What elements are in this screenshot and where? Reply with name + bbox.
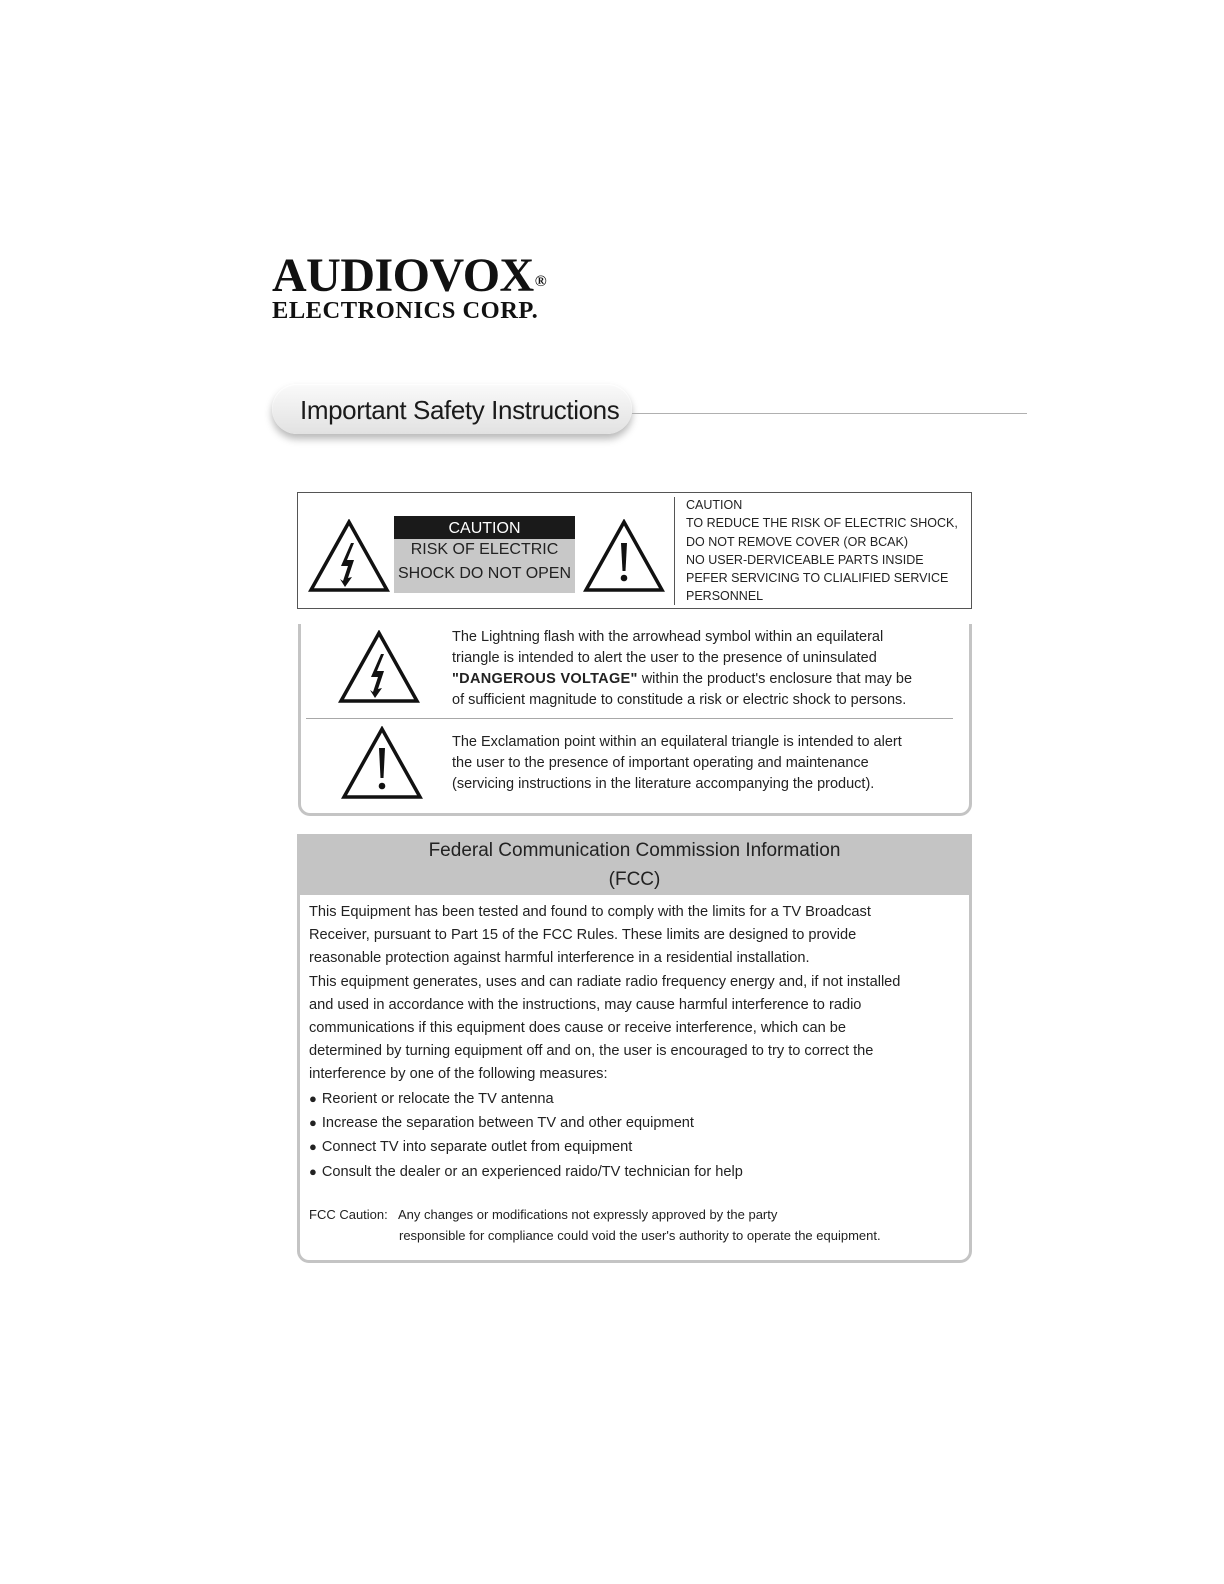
fcc-caution-line: responsible for compliance could void the user's authority to operate the equipment.: [399, 1228, 881, 1243]
fcc-caution-text: [398, 1204, 881, 1246]
exclamation-text-line: (servicing instructions in the literature accompanying the product).: [452, 776, 875, 792]
caution-text-line: PERSONNEL: [686, 589, 764, 604]
lightning-text-line: [452, 669, 912, 690]
company-logo: [272, 249, 572, 324]
section-title-rule: [632, 413, 1027, 414]
fcc-measures-list: [309, 1087, 743, 1184]
lightning-text-line: triangle is intended to alert the user to the presence of uninsulated: [452, 650, 877, 666]
lightning-text-rest: within the product's enclosure that may be: [637, 671, 913, 687]
fcc-body-line: This equipment generates, uses and can radiate radio frequency energy and, if not installed: [309, 973, 901, 990]
fcc-body-line: Receiver, pursuant to Part 15 of the FCC Rules. These limits are designed to provide: [309, 927, 857, 944]
registered-mark: ®: [534, 273, 547, 290]
caution-label-header: CAUTION: [394, 516, 575, 539]
caution-text-line: NO USER-DERVICEABLE PARTS INSIDE: [686, 552, 924, 567]
caution-label-line1: RISK OF ELECTRIC: [410, 541, 559, 558]
fcc-body-line: interference by one of the following measures:: [309, 1066, 608, 1083]
caution-text-line: TO REDUCE THE RISK OF ELECTRIC SHOCK,: [686, 516, 958, 531]
caution-text-line: PEFER SERVICING TO CLIALIFIED SERVICE: [686, 571, 949, 586]
fcc-body-line: reasonable protection against harmful interference in a residential installation.: [309, 950, 810, 967]
exclamation-text-line: the user to the presence of important operating and maintenance: [452, 755, 869, 771]
fcc-body-line: communications if this equipment does cause or receive interference, which can be: [309, 1020, 847, 1037]
lightning-text-line: of sufficient magnitude to constitude a risk or electric shock to persons.: [452, 692, 907, 708]
lightning-text-line: The Lightning flash with the arrowhead symbol within an equilateral: [452, 629, 884, 645]
exclamation-explanation: [452, 732, 902, 795]
section-title: Important Safety Instructions: [300, 395, 620, 425]
fcc-body-line: determined by turning equipment off and on, the user is encouraged to try to correct the: [309, 1043, 874, 1060]
exclamation-warning-icon: [583, 519, 665, 593]
caution-label-line2: SHOCK DO NOT OPEN: [397, 565, 572, 582]
fcc-caution-label: FCC Caution:: [309, 1207, 388, 1222]
fcc-body-line: and used in accordance with the instructions, may cause harmful interference to radio: [309, 996, 862, 1013]
logo-subtitle: ELECTRONICS CORP.: [272, 297, 539, 324]
list-item: ● Increase the separation between TV and other equipment: [309, 1111, 743, 1135]
lightning-symbol-icon: [337, 630, 421, 704]
lightning-explanation: [452, 627, 912, 711]
fcc-body-line: This Equipment has been tested and found to comply with the limits for a TV Broadcast: [309, 904, 871, 920]
caution-text-line: DO NOT REMOVE COVER (OR BCAK): [686, 534, 909, 549]
fcc-title: Federal Communication Commission Information: [428, 840, 841, 861]
list-item: ● Connect TV into separate outlet from equipment: [309, 1135, 743, 1159]
caution-text-line: CAUTION: [686, 498, 743, 512]
fcc-caution-line: Any changes or modifications not expressly approved by the party: [398, 1207, 778, 1222]
exclamation-text-line: The Exclamation point within an equilateral triangle is intended to alert: [452, 734, 902, 750]
lightning-warning-icon: [308, 519, 390, 593]
fcc-title-abbr: (FCC): [608, 869, 661, 890]
list-item: ● Reorient or relocate the TV antenna: [309, 1087, 743, 1111]
caution-divider: [674, 497, 675, 605]
fcc-body: [309, 901, 900, 1087]
symbols-divider: [306, 718, 953, 719]
caution-text-block: [686, 496, 958, 606]
dangerous-voltage-emphasis: "DANGEROUS VOLTAGE": [452, 671, 638, 687]
exclamation-symbol-icon: [340, 726, 424, 800]
list-item: ● Consult the dealer or an experienced raido/TV technician for help: [309, 1160, 743, 1184]
logo-wordmark: AUDIOVOX®: [272, 249, 547, 302]
